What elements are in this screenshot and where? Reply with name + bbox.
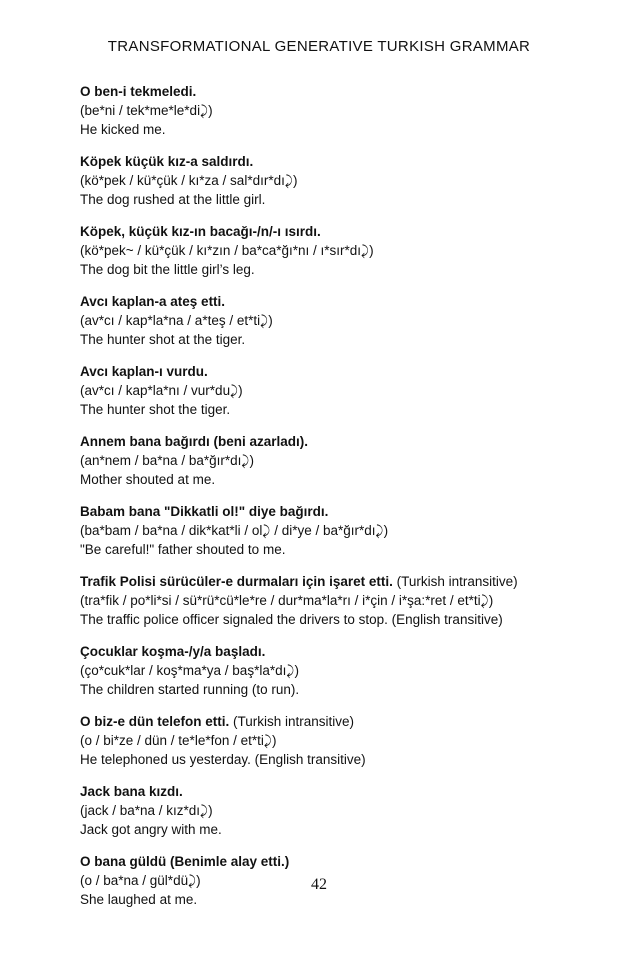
syllable-transcription: (ba*bam / ba*na / dik*kat*li / ol⤸ / di*ye / ba*ğır*dı⤸) — [80, 523, 389, 538]
english-translation: The hunter shot the tiger. — [80, 402, 231, 417]
turkish-sentence: Jack bana kızdı. — [80, 784, 183, 799]
syllable-transcription: (tra*fik / po*li*si / sü*rü*cü*le*re / dur*ma*la*rı / i*çin / i*şa:*ret / et*ti⤸) — [80, 593, 494, 608]
turkish-sentence: Çocuklar koşma-/y/a başladı. — [80, 644, 266, 659]
english-translation: The traffic police officer signaled the drivers to stop. (English transitive) — [80, 612, 503, 627]
turkish-sentence-line — [80, 572, 580, 591]
turkish-sentence: O biz-e dün telefon etti. — [80, 714, 230, 729]
example-entry — [80, 572, 580, 629]
turkish-sentence: Köpek, küçük kız-ın bacağı-/n/-ı ısırdı. — [80, 224, 321, 239]
syllable-transcription: (av*cı / kap*la*nı / vur*du⤸) — [80, 383, 243, 398]
turkish-sentence: Avcı kaplan-a ateş etti. — [80, 294, 226, 309]
english-translation: He kicked me. — [80, 122, 166, 137]
example-entry — [80, 222, 580, 279]
syllable-transcription: (be*ni / tek*me*le*di⤸) — [80, 103, 213, 118]
example-entry — [80, 82, 580, 139]
english-translation: He telephoned us yesterday. (English transitive) — [80, 752, 366, 767]
syllable-transcription: (kö*pek / kü*çük / kı*za / sal*dır*dı⤸) — [80, 173, 298, 188]
example-entry — [80, 152, 580, 209]
turkish-sentence: O ben-i tekmeledi. — [80, 84, 197, 99]
english-translation: Mother shouted at me. — [80, 472, 216, 487]
transitivity-note: (Turkish intransitive) — [396, 574, 518, 589]
example-entry — [80, 292, 580, 349]
turkish-sentence: Avcı kaplan-ı vurdu. — [80, 364, 208, 379]
english-translation: The hunter shot at the tiger. — [80, 332, 246, 347]
syllable-transcription: (av*cı / kap*la*na / a*teş / et*ti⤸) — [80, 313, 273, 328]
syllable-transcription: (o / bi*ze / dün / te*le*fon / et*ti⤸) — [80, 733, 277, 748]
running-header: TRANSFORMATIONAL GENERATIVE TURKISH GRAMMAR — [107, 38, 531, 55]
example-entry — [80, 432, 580, 489]
example-entry — [80, 502, 580, 559]
syllable-transcription: (ço*cuk*lar / koş*ma*ya / baş*la*dı⤸) — [80, 663, 299, 678]
turkish-sentence: Trafik Polisi sürücüler-e durmaları için işaret etti. — [80, 574, 393, 589]
english-translation: The dog rushed at the little girl. — [80, 192, 266, 207]
example-entry — [80, 782, 580, 839]
page-number: 42 — [311, 876, 327, 893]
syllable-transcription: (an*nem / ba*na / ba*ğır*dı⤸) — [80, 453, 254, 468]
syllable-transcription: (o / ba*na / gül*dü⤸) — [80, 873, 201, 888]
english-translation: "Be careful!" father shouted to me. — [80, 542, 286, 557]
turkish-sentence: Annem bana bağırdı (beni azarladı). — [80, 434, 309, 449]
turkish-sentence-line — [80, 712, 580, 731]
english-translation: The children started running (to run). — [80, 682, 300, 697]
syllable-transcription: (kö*pek~ / kü*çük / kı*zın / ba*ca*ğı*nı / ı*sır*dı⤸) — [80, 243, 374, 258]
english-translation: She laughed at me. — [80, 892, 198, 907]
example-entry — [80, 362, 580, 419]
syllable-transcription: (jack / ba*na / kız*dı⤸) — [80, 803, 213, 818]
english-translation: The dog bit the little girl’s leg. — [80, 262, 255, 277]
example-entry — [80, 712, 580, 769]
turkish-sentence: O bana güldü (Benimle alay etti.) — [80, 854, 290, 869]
turkish-sentence: Köpek küçük kız-a saldırdı. — [80, 154, 254, 169]
transitivity-note: (Turkish intransitive) — [233, 714, 355, 729]
example-entry — [80, 642, 580, 699]
turkish-sentence: Babam bana "Dikkatli ol!" diye bağırdı. — [80, 504, 329, 519]
example-list — [80, 82, 580, 922]
english-translation: Jack got angry with me. — [80, 822, 222, 837]
